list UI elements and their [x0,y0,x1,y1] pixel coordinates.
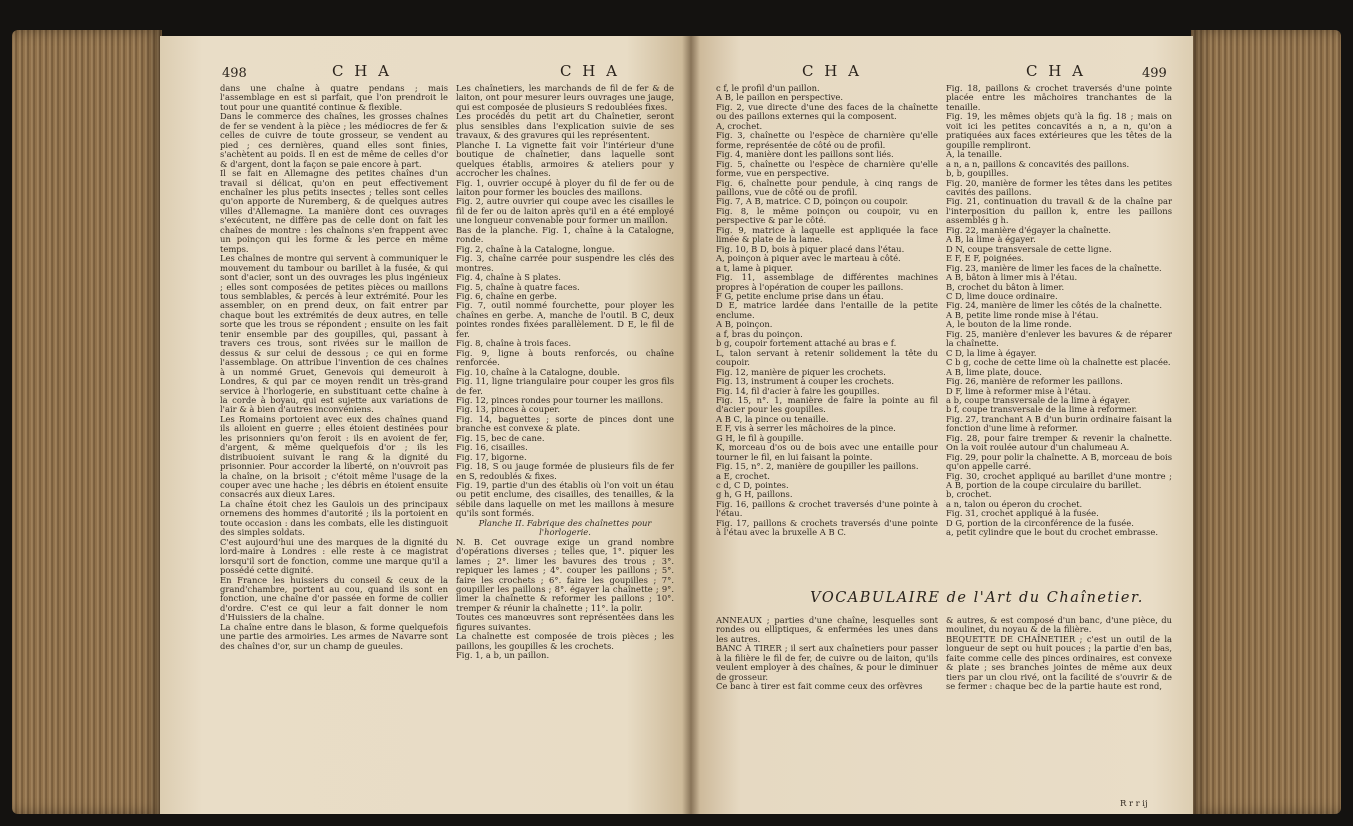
paragraph: A, le bouton de la lime ronde. [946,319,1072,330]
paragraph: Fig. 19, les mêmes objets qu'à la fig. 18 ; mais on voit ici les petites concavités a n, a n, qu'on a pratiquées aux faces extérieures que les têtes de la goupille rempliront. [946,111,1172,150]
paragraph: Fig. 14, baguettes ; sorte de pinces dont une branche est convexe & plate. [456,413,674,434]
paragraph: a f, bras du poinçon. [716,328,803,339]
paragraph: Fig. 11, assemblage de différentes machines propres à l'opération de couper les paillons. [716,272,938,292]
paragraph: Fig. 9, matrice à laquelle est appliquée la face limée & plate de la lame. [716,224,938,245]
text-column-1 [716,84,938,584]
plate-heading: Planche II. Fabrique des chaînettes pour l'horlogerie. [478,517,652,538]
paragraph: A B, bâton à limer mis à l'étau. [946,272,1078,283]
running-head: C H A [802,62,862,80]
section-title: VOCABULAIRE de l'Art du Chaînetier. [810,590,1144,606]
paragraph: D N, coupe transversale de cette ligne. [946,243,1112,254]
paragraph: b f, coupe transversale de la lime à reformer. [946,404,1138,415]
paragraph: Fig. 25, manière d'enlever les bavures & de réparer la chaînette. [946,328,1172,349]
paragraph: A, la tenaille. [946,149,1003,160]
paragraph: Fig. 15, bec de cane. [456,432,545,443]
paragraph: a n, a n, paillons & concavités des paillons. [946,158,1130,169]
paragraph: Fig. 16, paillons & crochet traversés d'une pointe à l'étau. [716,498,938,519]
vocabulary-column-1 [716,616,938,796]
paragraph: Fig. 1, ouvrier occupé à ployer du fil de fer ou de laiton pour former les boucles des maillons. [456,177,674,197]
paragraph: Fig. 15, n°. 2, manière de goupiller les paillons. [716,461,919,472]
paragraph: D G, portion de la circonférence de la fusée. [946,517,1134,528]
paragraph: Fig. 12, pinces rondes pour tourner les maillons. [456,394,664,405]
paragraph: E F, vis à serrer les mâchoires de la pince. [716,423,896,434]
paragraph: A B C, la pince ou tenaille. [716,413,829,424]
right-page-edges [1191,30,1341,814]
paragraph: Fig. 16, cisailles. [456,442,528,453]
paragraph: Fig. 6, chaînette pour pendule, à cinq rangs de paillons, vue de côté ou de profil. [716,177,938,197]
paragraph: Fig. 9, ligne à bouts renforcés, ou chaîne renforcée. [456,347,674,368]
paragraph: Fig. 2, chaîne à la Catalogne, longue. [456,243,615,254]
running-head: C H A [332,62,392,80]
paragraph: C D, la lime à égayer. [946,347,1037,358]
paragraph: K, morceau d'os ou de bois avec une entaille pour tourner le fil, en lui faisant la pointe. [716,442,938,462]
paragraph: Bas de la planche. Fig. 1, chaîne à la Catalogne, ronde. [456,224,674,245]
running-head: C H A [560,62,620,80]
text-column-2 [946,84,1172,584]
paragraph: Ce banc à tirer est fait comme ceux des orfèvres [716,681,923,692]
paragraph: C b g, coche de cette lime où la chaînette est placée. [946,357,1171,368]
paragraph: Fig. 30, crochet appliqué au barillet d'une montre ; A B, portion de la coupe circulaire du barillet. [946,470,1172,491]
paragraph: a b, coupe transversale de la lime à égayer. [946,394,1131,405]
paragraph: Fig. 6, chaîne en gerbe. [456,290,557,301]
paragraph: D E, matrice lardée dans l'entaille de la petite enclume. [716,300,938,320]
paragraph: Fig. 17, paillons & crochets traversés d'une pointe à l'étau avec la bruxelle A B C. [716,517,938,538]
paragraph: Fig. 13, pinces à couper. [456,404,561,415]
paragraph: A B, le paillon en perspective. [716,92,844,103]
paragraph: Fig. 28, pour faire tremper & revenir la chaînette. On la voit roulée autour d'un chalumeau A. [946,432,1172,453]
paragraph: Les procédés du petit art du Chaînetier, seront plus sensibles dans l'explication suivie de ses travaux, & des gravures qui les représentent. [456,111,674,141]
paragraph: Fig. 18, S ou jauge formée de plusieurs fils de fer en S, redoublés & fixes. [456,461,674,481]
paragraph: Les chaînetiers, les marchands de fil de fer & de laiton, ont pour mesurer leurs ouvrages une jauge, qui est composée de plusieurs S redoublées fixes. [456,84,674,112]
paragraph: a, petit cylindre que le bout du crochet embrasse. [946,527,1159,538]
paragraph: Fig. 4, chaîne à S plates. [456,272,561,283]
paragraph: E F, E F, poignées. [946,253,1024,264]
text-column-1 [220,84,448,806]
paragraph: A, poinçon à piquer avec le marteau à côté. [716,253,901,264]
page-number: 499 [1142,66,1167,81]
paragraph: Il se fait en Allemagne des petites chaînes d'un travail si délicat, qu'on en peut effectivement enchaîner les plus petits insectes ; telles sont celles qu'on apporte de Nuremberg, & de quelques autres villes d'Allemagne. La manière dont ces ouvrages s'exécutent, ne diffère pas de celle dont on fait les chaînes de montre : les chaînons s'en frappent avec un poinçon qui les forme & les perce en même temps. [220,168,448,254]
paragraph: Fig. 2, vue directe d'une des faces de la chaînette ou des paillons externes qui la composent. [716,101,938,122]
paragraph: a t, lame à piquer. [716,262,793,273]
paragraph: b g, coupoir fortement attaché au bras e f. [716,338,897,349]
paragraph: Fig. 20, manière de former les têtes dans les petites cavités des paillons. [946,177,1172,197]
paragraph: Les chaînes de montre qui servent à communiquer le mouvement du tambour ou barillet à la fusée, & qui sont d'acier, sont un des ouvrages les plus ingénieux ; elles sont composées de petites pièces ou maillons tous semblables, & percés à leur extrémité. Pour les assembler, on en prend deux, on fait entrer par chaque bout les extrémités de deux autres, en telle sorte que les trous se répondent ; ensuite on les fait tenir ensemble par des goupilles, qui, passant à travers ces trous, sont rivées sur le maillon de dessus & sur celui de dessous ; ce qui en forme l'assemblage. On attribue l'invention de ces chaînes à un nommé Gruet, Genevois qui demeuroit à Londres, & qui par ce moyen rendit un très-grand service à l'horlogerie, en substituant cette chaîne à la corde à boyau, qui est sujette aux variations de l'air & à bien d'autres inconvéniens. [220,253,448,415]
paragraph: Fig. 10, B D, bois à piquer placé dans l'étau. [716,243,905,254]
paragraph: Les Romains portoient avec eux des chaînes quand ils alloient en guerre ; elles étoient destinées pour les prisonniers qu'on feroit : ils en avoient de fer, d'argent, & même quelquefois d'or ; ils les distribuoient suivant le rang & la dignité du prisonnier. Pour accorder la liberté, on n'ouvroit pas la chaîne, on la brisoit ; c'étoit même l'usage de la couper avec une hache ; les débris en étoient ensuite consacrés aux dieux Lares. [220,413,448,500]
paragraph: Planche I. La vignette fait voir l'intérieur d'une boutique de chaînetier, dans laquelle sont quelques établis, armoires & ateliers pour y accrocher les chaînes. [456,139,674,179]
paragraph: G H, le fil à goupille. [716,432,804,443]
left-page-edges [12,30,162,814]
paragraph: Fig. 18, paillons & crochet traversés d'une pointe placée entre les mâchoires tranchantes de la tenaille. [946,84,1172,112]
paragraph: Fig. 8, le même poinçon ou coupoir, vu en perspective & par le côté. [716,205,938,226]
paragraph: B, crochet du bâton à limer. [946,281,1065,292]
paragraph: A B, la lime à égayer. [946,234,1036,245]
paragraph: A B, petite lime ronde mise à l'étau. [946,309,1099,320]
paragraph: En France les huissiers du conseil & ceux de la grand'chambre, portent au cou, quand ils sont en fonction, une chaîne d'or passée en forme de collier d'ordre. C'est ce qui leur a fait donner le nom d'Huissiers de la chaîne. [220,574,448,623]
paragraph: Fig. 4, manière dont les paillons sont liés. [716,149,894,160]
paragraph: F G, petite enclume prise dans un étau. [716,290,884,301]
paragraph: N. B. Cet ouvrage exige un grand nombre d'opérations diverses ; telles que, 1°. piquer les lames ; 2°. limer les bavures des trous ; 3°. repiquer les lames ; 4°. couper les paillons ; 5°. faire les crochets ; 6°. faire les goupilles ; 7°. goupiller les paillons ; 8°. égayer la chaînette ; 9°. limer la chaînette & reformer les paillons ; 10°. tremper & réunir la chaînette ; 11°. la polir. [456,536,674,613]
paragraph: D F, lime à reformer mise à l'étau. [946,385,1091,396]
paragraph: Fig. 8, chaîne à trois faces. [456,338,572,349]
paragraph: Fig. 19, partie d'un des établis où l'on voit un étau ou petit enclume, des cisailles, des tenailles, & la sébile dans laquelle on met les maillons à mesure qu'ils sont formés. [456,480,674,519]
paragraph: a n, talon ou éperon du crochet. [946,498,1083,509]
paragraph: C D, lime douce ordinaire. [946,290,1058,301]
paragraph: Fig. 31, crochet appliqué à la fusée. [946,508,1099,519]
signature-mark: R r r ij [1120,798,1148,808]
paragraph: L, talon servant à retenir solidement la tête du coupoir. [716,347,938,368]
paragraph: a E, crochet. [716,470,770,481]
paragraph: Fig. 26, manière de reformer les paillons. [946,376,1123,387]
book-gutter [682,36,700,814]
paragraph: Fig. 22, manière d'égayer la chaînette. [946,224,1111,235]
paragraph: Fig. 3, chaîne carrée pour suspendre les clés des montres. [456,253,674,273]
paragraph: Fig. 14, fil d'acier à faire les goupilles. [716,385,880,396]
paragraph: Fig. 1, a b, un paillon. [456,650,550,661]
paragraph: C'est aujourd'hui une des marques de la dignité du lord-maire à Londres : elle reste à ce magistrat lorsqu'il sort de fonction, comme une marque qu'il a possédé cette dignité. [220,536,448,576]
paragraph: Fig. 10, chaîne à la Catalogne, double. [456,366,620,377]
text-column-2 [456,84,674,806]
right-page [690,36,1193,814]
paragraph: Fig. 13, instrument à couper les crochets. [716,376,895,387]
paragraph: BEQUETTE DE CHAÎNETIER ; c'est un outil de la longueur de sept ou huit pouces ; la partie d'en bas, faite comme celle des pinces ordinaires, est convexe & plate ; ses branches jointes de même aux deux tiers par un clou rivé, ont la facilité de s'ouvrir & de se fermer : chaque bec de la partie haute est rond, [946,633,1172,692]
paragraph: Fig. 27, tranchant A B d'un burin ordinaire faisant la fonction d'une lime à reformer. [946,413,1172,434]
paragraph: A B, poinçon. [716,319,773,330]
paragraph: Dans le commerce des chaînes, les grosses chaînes de fer se vendent à la pièce ; les médiocres de fer & celles de cuivre de toute grosseur, se vendent au pied ; ces dernières, quand elles sont finies, s'achètent au poids. Il en est de même de celles d'or & d'argent, dont la façon se paie encore à part. [220,111,448,169]
paragraph: A B, lime plate, douce. [946,366,1042,377]
paragraph: Fig. 7, A B, matrice. C D, poinçon ou coupoir. [716,196,909,207]
paragraph: Fig. 29, pour polir la chaînette. A B, morceau de bois qu'on appelle carré. [946,451,1172,472]
paragraph: A, crochet. [716,120,763,131]
paragraph: Fig. 15, n°. 1, manière de faire la pointe au fil d'acier pour les goupilles. [716,394,938,415]
vocabulary-column-2 [946,616,1172,796]
paragraph: La chaîne entre dans le blason, & forme quelquefois une partie des armoiries. Les armes de Navarre sont des chaînes d'or, sur un champ de gueules. [220,621,448,651]
paragraph: Fig. 5, chaînette ou l'espèce de charnière qu'elle forme, vue en perspective. [716,158,938,179]
running-head: C H A [1026,62,1086,80]
paragraph: b, b, goupilles. [946,168,1009,179]
paragraph: Fig. 3, chaînette ou l'espèce de charnière qu'elle forme, représentée de côté ou de profil. [716,130,938,150]
paragraph: Fig. 2, autre ouvrier qui coupe avec les cisailles le fil de fer ou de laiton après qu'il en a été employé une longueur convenable pour former un maillon. [456,196,674,226]
paragraph: Fig. 24, manière de limer les côtés de la chaînette. [946,300,1163,311]
paragraph: g h, G H, paillons. [716,489,793,500]
left-page [160,36,690,814]
paragraph: La chaînette est composée de trois pièces ; les paillons, les goupilles & les crochets. [456,631,674,651]
paragraph: c d, C D, pointes. [716,480,789,491]
paragraph: b, crochet. [946,489,992,500]
paragraph: La chaîne étoit chez les Gaulois un des principaux ornemens des hommes d'autorité ; ils la portoient en toute occasion : dans les combats, elle les distinguoit des simples soldats. [220,498,448,538]
paragraph: BANC À TIRER ; il sert aux chaînetiers pour passer à la filière le fil de fer, de cuivre ou de laiton, qu'ils veulent employer à des chaînes, & pour le diminuer de grosseur. [716,643,938,682]
paragraph: c f, le profil d'un paillon. [716,84,820,93]
paragraph: Toutes ces manœuvres sont représentées dans les figures suivantes. [456,612,674,632]
paragraph: Fig. 11, ligne triangulaire pour couper les gros fils de fer. [456,376,674,396]
page-number: 498 [222,66,247,81]
paragraph: Fig. 7, outil nommé fourchette, pour ployer les chaînes en gerbe. A, manche de l'outil. B C, deux pointes rondes fixées parallèlement. D E, le fil de fer. [456,300,674,339]
paragraph: Fig. 17, bigorne. [456,451,527,462]
paragraph: dans une chaîne à quatre pendans ; mais l'assemblage en est si parfait, que l'on prendroit le tout pour une quantité continue & flexible. [220,84,448,112]
paragraph: ANNEAUX ; parties d'une chaîne, lesquelles sont rondes ou elliptiques, & enfermées les unes dans les autres. [716,616,938,644]
paragraph: Fig. 5, chaîne à quatre faces. [456,281,580,292]
paragraph: Fig. 12, manière de piquer les crochets. [716,366,886,377]
paragraph: Fig. 23, manière de limer les faces de la chaînette. [946,262,1162,273]
paragraph: & autres, & est composé d'un banc, d'une pièce, du moulinet, du noyau & de la filière. [946,616,1172,635]
paragraph: Fig. 21, continuation du travail & de la chaîne par l'interposition du paillon k, entre les paillons assemblés g h. [946,196,1172,226]
